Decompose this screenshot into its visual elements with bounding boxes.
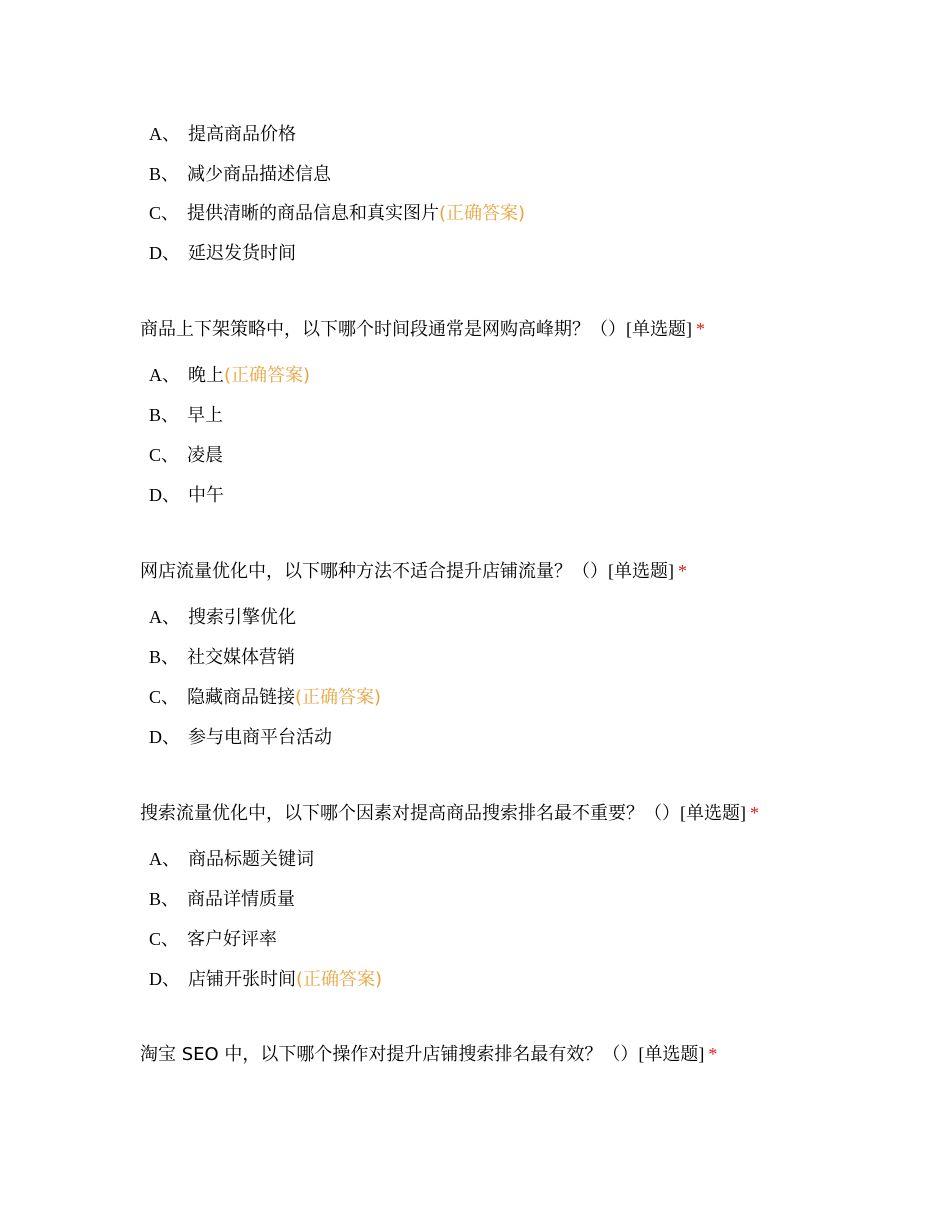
option-b [149, 646, 295, 669]
question-text: 淘宝 SEO 中，以下哪个操作对提升店铺搜索排名最有效？（） [140, 1044, 639, 1065]
option-letter: C [149, 687, 162, 707]
question-text: 商品上下架策略中，以下哪个时间段通常是网购高峰期？（） [140, 319, 626, 340]
question-type-tag: [单选题] [608, 561, 674, 581]
option-a [149, 606, 296, 629]
option-letter: D [149, 243, 162, 263]
question-title [140, 318, 705, 341]
option-text: 提高商品价格 [188, 124, 296, 145]
question-type-tag: [单选题] [680, 803, 746, 823]
option-separator: 、 [162, 124, 180, 145]
option-d [149, 484, 224, 507]
required-marker: * [678, 561, 687, 581]
option-separator: 、 [161, 687, 180, 708]
option-a [149, 848, 314, 871]
option-text: 社交媒体营销 [187, 647, 296, 668]
option-d [149, 968, 382, 991]
option-b [149, 163, 331, 186]
option-letter: D [149, 969, 162, 989]
option-text: 搜索引擎优化 [188, 607, 296, 628]
option-separator: 、 [161, 889, 180, 910]
option-d [149, 726, 332, 749]
option-separator: 、 [162, 849, 180, 870]
option-text: 提供清晰的商品信息和真实图片 [187, 203, 440, 224]
option-c [149, 202, 525, 225]
option-text: 客户好评率 [187, 929, 278, 950]
question-text: 网店流量优化中，以下哪种方法不适合提升店铺流量？（） [140, 561, 608, 582]
option-separator: 、 [161, 405, 180, 426]
required-marker: * [696, 319, 705, 339]
option-c [149, 444, 223, 467]
option-d [149, 242, 296, 265]
option-c [149, 928, 277, 951]
option-separator: 、 [162, 485, 180, 506]
option-a [149, 364, 310, 387]
option-letter: C [149, 203, 162, 223]
question-title [140, 802, 759, 825]
question-type-tag: [单选题] [638, 1044, 705, 1064]
option-separator: 、 [162, 969, 180, 990]
option-b [149, 888, 295, 911]
correct-answer-marker: (正确答案) [296, 969, 383, 990]
required-marker: * [708, 1044, 718, 1064]
option-letter: D [149, 727, 162, 747]
option-text: 减少商品描述信息 [187, 164, 332, 185]
option-separator: 、 [162, 365, 180, 386]
question-text: 搜索流量优化中，以下哪个因素对提高商品搜索排名最不重要？（） [140, 803, 680, 824]
option-a [149, 123, 296, 146]
option-letter: C [149, 445, 162, 465]
option-separator: 、 [162, 727, 180, 748]
option-text: 参与电商平台活动 [188, 727, 332, 748]
required-marker: * [750, 803, 759, 823]
option-text: 早上 [187, 405, 224, 426]
question-title [140, 1043, 717, 1066]
correct-answer-marker: (正确答案) [224, 365, 311, 386]
option-separator: 、 [161, 203, 180, 224]
option-text: 延迟发货时间 [188, 243, 296, 264]
option-text: 晚上 [188, 365, 224, 386]
option-letter: A [149, 124, 162, 144]
option-separator: 、 [162, 607, 180, 628]
option-text: 凌晨 [187, 445, 224, 466]
option-separator: 、 [161, 647, 180, 668]
option-letter: B [149, 164, 162, 184]
option-c [149, 686, 381, 709]
option-b [149, 404, 223, 427]
question-title [140, 560, 687, 583]
option-letter: D [149, 485, 162, 505]
option-text: 商品标题关键词 [188, 849, 314, 870]
option-separator: 、 [162, 243, 180, 264]
option-separator: 、 [161, 164, 180, 185]
option-letter: A [149, 607, 162, 627]
correct-answer-marker: (正确答案) [439, 203, 526, 224]
correct-answer-marker: (正确答案) [295, 687, 382, 708]
option-text: 中午 [188, 485, 224, 506]
option-text: 隐藏商品链接 [187, 687, 296, 708]
option-letter: B [149, 889, 162, 909]
option-text: 店铺开张时间 [188, 969, 296, 990]
option-letter: A [149, 365, 162, 385]
option-separator: 、 [161, 445, 180, 466]
option-text: 商品详情质量 [187, 889, 296, 910]
option-letter: C [149, 929, 162, 949]
option-separator: 、 [161, 929, 180, 950]
option-letter: B [149, 405, 162, 425]
option-letter: A [149, 849, 162, 869]
option-letter: B [149, 647, 162, 667]
question-type-tag: [单选题] [626, 319, 692, 339]
